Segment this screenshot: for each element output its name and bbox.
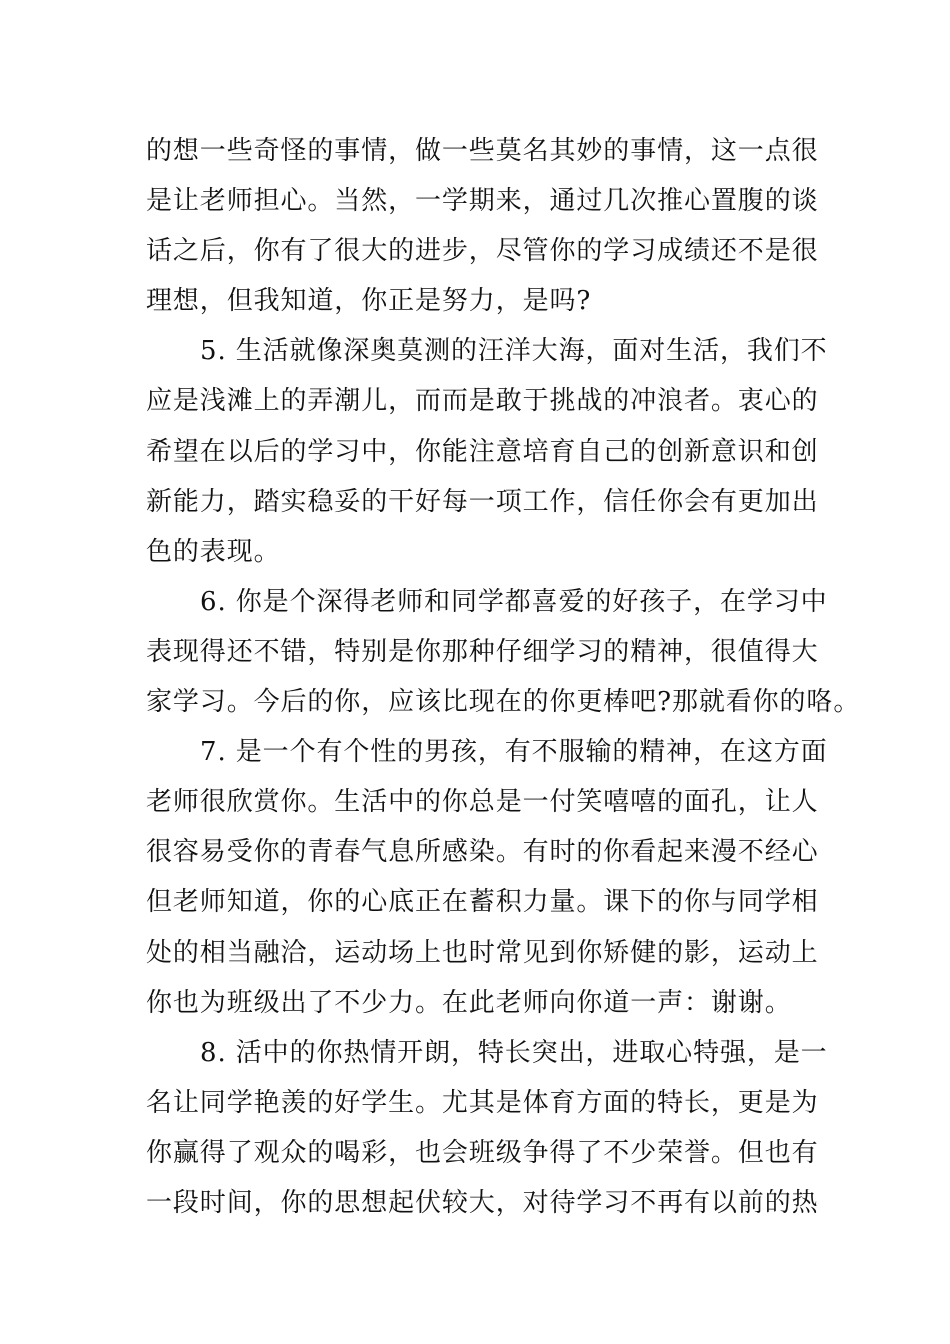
text-line: 应是浅滩上的弄潮儿，而而是敢于挑战的冲浪者。衷心的 bbox=[146, 386, 819, 417]
text-line: 处的相当融洽，运动场上也时常见到你矫健的影，运动上 bbox=[146, 937, 819, 968]
text-line: 家学习。今后的你，应该比现在的你更棒吧?那就看你的咯。 bbox=[146, 687, 861, 718]
paragraph-5-start: 5. 生活就像深奥莫测的汪洋大海，面对生活，我们不 bbox=[200, 336, 828, 367]
text-line: 理想，但我知道，你正是努力，是吗? bbox=[146, 286, 592, 317]
text-line: 但老师知道，你的心底正在蓄积力量。课下的你与同学相 bbox=[146, 887, 819, 918]
paragraph-8-start: 8. 活中的你热情开朗，特长突出，进取心特强，是一 bbox=[200, 1037, 828, 1068]
text-line: 新能力，踏实稳妥的干好每一项工作，信任你会有更加出 bbox=[146, 486, 819, 517]
text-line: 话之后，你有了很大的进步，尽管你的学习成绩还不是很 bbox=[146, 236, 819, 267]
text-line: 希望在以后的学习中，你能注意培育自己的创新意识和创 bbox=[146, 436, 819, 467]
text-line: 你赢得了观众的喝彩，也会班级争得了不少荣誉。但也有 bbox=[146, 1137, 819, 1168]
text-line: 的想一些奇怪的事情，做一些莫名其妙的事情，这一点很 bbox=[146, 136, 819, 166]
paragraph-7-start: 7. 是一个有个性的男孩，有不服输的精神，在这方面 bbox=[200, 737, 828, 768]
text-line: 很容易受你的青春气息所感染。有时的你看起来漫不经心 bbox=[146, 837, 819, 868]
paragraph-6-start: 6. 你是个深得老师和同学都喜爱的好孩子，在学习中 bbox=[200, 586, 828, 617]
document-body bbox=[146, 126, 861, 1228]
text-line: 一段时间，你的思想起伏较大，对待学习不再有以前的热 bbox=[146, 1187, 819, 1218]
text-line: 你也为班级出了不少力。在此老师向你道一声：谢谢。 bbox=[146, 987, 792, 1018]
text-line: 老师很欣赏你。生活中的你总是一付笑嘻嘻的面孔，让人 bbox=[146, 787, 819, 818]
text-line: 是让老师担心。当然，一学期来，通过几次推心置腹的谈 bbox=[146, 186, 819, 217]
text-line: 色的表现。 bbox=[146, 536, 281, 567]
text-line: 表现得还不错，特别是你那种仔细学习的精神，很值得大 bbox=[146, 636, 819, 667]
text-line: 名让同学艳羡的好学生。尤其是体育方面的特长，更是为 bbox=[146, 1087, 819, 1118]
